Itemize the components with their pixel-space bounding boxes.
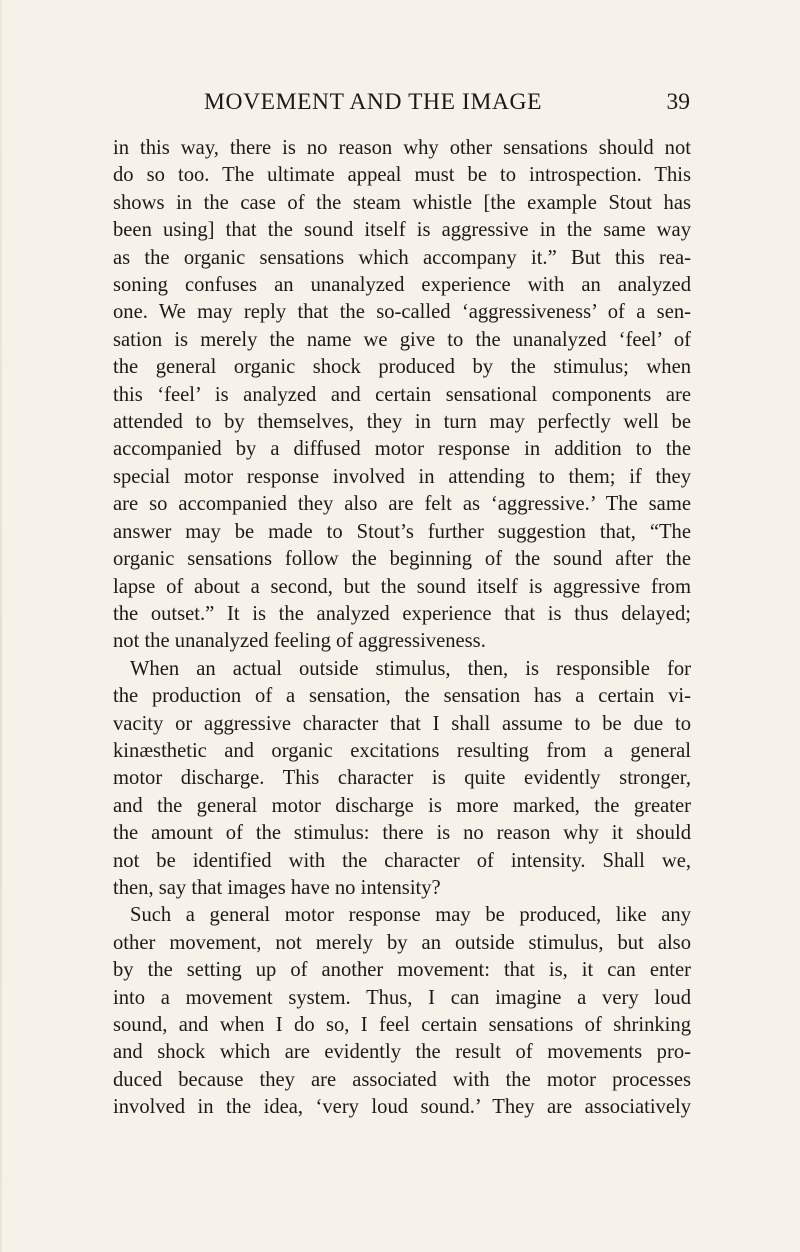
text-line: duced because they are associated with the motor processes (113, 1068, 691, 1091)
text-line: Such a general motor response may be produced, like any (130, 904, 691, 927)
page-number: 39 (666, 89, 690, 115)
text-line: lapse of about a second, but the sound itself is aggressive from (113, 575, 691, 598)
text-line: vacity or aggressive character that I shall assume to be due to (113, 712, 691, 735)
text-line: been using] that the sound itself is aggressive in the same way (113, 219, 691, 242)
running-title: MOVEMENT AND THE IMAGE (204, 89, 543, 115)
text-line: answer may be made to Stout’s further suggestion that, “The (113, 520, 691, 543)
text-line: the general organic shock produced by the stimulus; when (113, 356, 691, 379)
text-line: sation is merely the name we give to the unanalyzed ‘feel’ of (113, 328, 691, 351)
paragraph-3 (113, 902, 691, 1121)
running-header (112, 85, 690, 119)
text-line: not the unanalyzed feeling of aggressiveness. (113, 630, 486, 653)
text-line: When an actual outside stimulus, then, is responsible for (130, 657, 691, 680)
text-line: and the general motor discharge is more marked, the greater (113, 794, 691, 817)
text-line: other movement, not merely by an outside stimulus, but also (113, 931, 691, 954)
text-line: special motor response involved in attending to them; if they (113, 465, 691, 488)
text-line: by the setting up of another movement: that is, it can enter (113, 959, 691, 982)
paragraph-1 (113, 135, 691, 656)
text-line: attended to by themselves, they in turn may perfectly well be (113, 411, 691, 434)
page-edge (0, 0, 2, 1252)
text-line: in this way, there is no reason why other sensations should not (113, 137, 691, 159)
text-line: do so too. The ultimate appeal must be to introspection. This (113, 164, 691, 187)
text-line: involved in the idea, ‘very loud sound.’ They are associatively (113, 1096, 691, 1119)
text-line: and shock which are evidently the result of movements pro- (113, 1041, 691, 1064)
body-text (113, 135, 691, 1122)
text-line: sound, and when I do so, I feel certain sensations of shrinking (113, 1014, 691, 1036)
text-line: kinæsthetic and organic excitations resulting from a general (113, 739, 691, 762)
text-line: as the organic sensations which accompany it.” But this rea- (113, 246, 691, 269)
text-line: into a movement system. Thus, I can imagine a very loud (113, 986, 691, 1009)
text-line: the amount of the stimulus: there is no reason why it should (113, 822, 691, 845)
text-line: shows in the case of the steam whistle [the example Stout has (113, 191, 691, 214)
text-line: the production of a sensation, the sensation has a certain vi- (113, 685, 691, 708)
text-line: accompanied by a diffused motor response in addition to the (113, 438, 691, 461)
text-line: this ‘feel’ is analyzed and certain sensational components are (113, 383, 691, 406)
text-line: one. We may reply that the so-called ‘aggressiveness’ of a sen- (113, 301, 691, 324)
text-line: not be identified with the character of intensity. Shall we, (113, 849, 691, 872)
paragraph-2 (113, 656, 691, 903)
text-line: soning confuses an unanalyzed experience with an analyzed (113, 274, 691, 297)
text-line: then, say that images have no intensity? (113, 876, 441, 899)
text-line: organic sensations follow the beginning of the sound after the (113, 548, 691, 571)
text-line: the outset.” It is the analyzed experience that is thus delayed; (113, 602, 691, 625)
text-line: are so accompanied they also are felt as ‘aggressive.’ The same (113, 493, 691, 516)
text-line: motor discharge. This character is quite evidently stronger, (113, 767, 691, 790)
